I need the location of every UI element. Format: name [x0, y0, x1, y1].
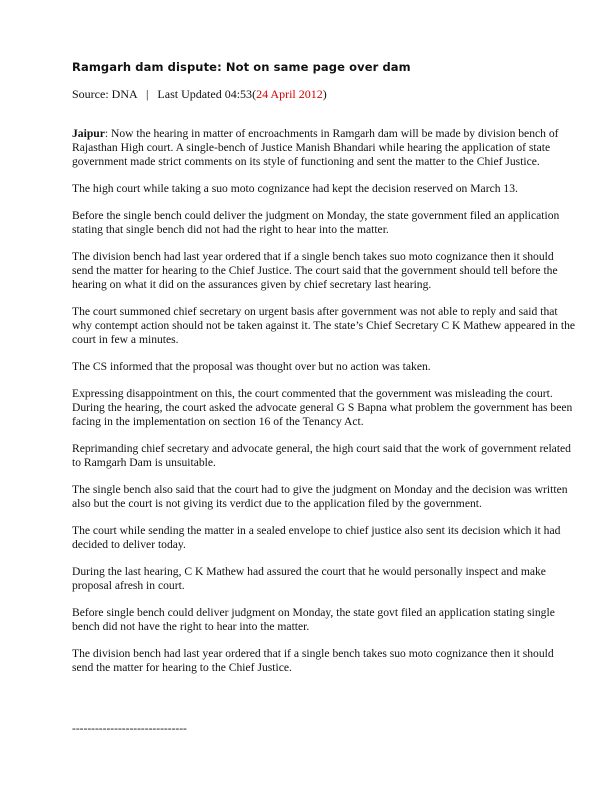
source-name: DNA [111, 87, 137, 101]
article-paragraph: During the last hearing, C K Mathew had assured the court that he would personally inspect and make proposal afresh in court. [72, 564, 546, 592]
date-close-paren: ) [322, 87, 327, 101]
article-paragraph [72, 127, 577, 169]
article-headline: Ramgarh dam dispute: Not on same page over dam [72, 60, 411, 74]
date-open-paren: ( [252, 87, 257, 101]
article-paragraph: The court while sending the matter in a sealed envelope to chief justice also sent its decision which it had decided to deliver today. [72, 523, 561, 551]
article-paragraph: Before the single bench could deliver the judgment on Monday, the state government filed an application stating that single bench did not had the right to hear into the matter. [72, 209, 560, 236]
article-paragraph: The single bench also said that the court had to give the judgment on Monday and the decision was written also but the court is not giving its verdict due to the application filed by the government. [72, 482, 568, 510]
dateline: Jaipur [72, 127, 105, 140]
footer-rule: ------------------------------ [72, 723, 187, 735]
article-paragraph: The court summoned chief secretary on urgent basis after government was not able to reply and said that why contempt action should not be taken against it. The state’s Chief Secretary C K Mathew appeared in the court in few a minutes. [72, 304, 576, 346]
article-paragraph: Reprimanding chief secretary and advocate general, the high court said that the work of government related to Ramgarh Dam is unsuitable. [72, 441, 571, 469]
updated-label: Last Updated [157, 87, 222, 101]
article-body [72, 127, 577, 675]
article-paragraph: The division bench had last year ordered that if a single bench takes suo moto cognizance then it should send the matter for hearing to the Chief Justice. [72, 646, 554, 674]
updated-time: 04:53 [224, 87, 253, 101]
article-source-line [72, 87, 577, 101]
article [72, 60, 577, 688]
source-separator: | [146, 87, 149, 101]
article-paragraph: The CS informed that the proposal was thought over but no action was taken. [72, 359, 431, 373]
article-paragraph: Expressing disappointment on this, the court commented that the government was misleading the court. During the hearing, the court asked the advocate general G S Bapna what problem the government has been facing in the implementation on section 16 of the Tenancy Act. [72, 386, 573, 428]
article-paragraph: The division bench had last year ordered that if a single bench takes suo moto cognizance then it should send the matter for hearing to the Chief Justice. The court said that the government should tell before the hearing on what it did on the assurances given by chief secretary last hearing. [72, 250, 558, 291]
paragraph-text: : Now the hearing in matter of encroachments in Ramgarh dam will be made by division bench of Rajasthan High court. A single-bench of Justice Manish Bhandari while hearing the application of state government made strict comments on its style of functioning and sent the matter to the Chief Justice. [72, 127, 559, 168]
source-label: Source: [72, 87, 109, 101]
article-paragraph: Before single bench could deliver judgment on Monday, the state govt filed an application stating single bench did not have the right to hear into the matter. [72, 605, 555, 633]
article-paragraph: The high court while taking a suo moto cognizance had kept the decision reserved on March 13. [72, 181, 518, 195]
updated-date: 24 April 2012 [256, 87, 323, 101]
